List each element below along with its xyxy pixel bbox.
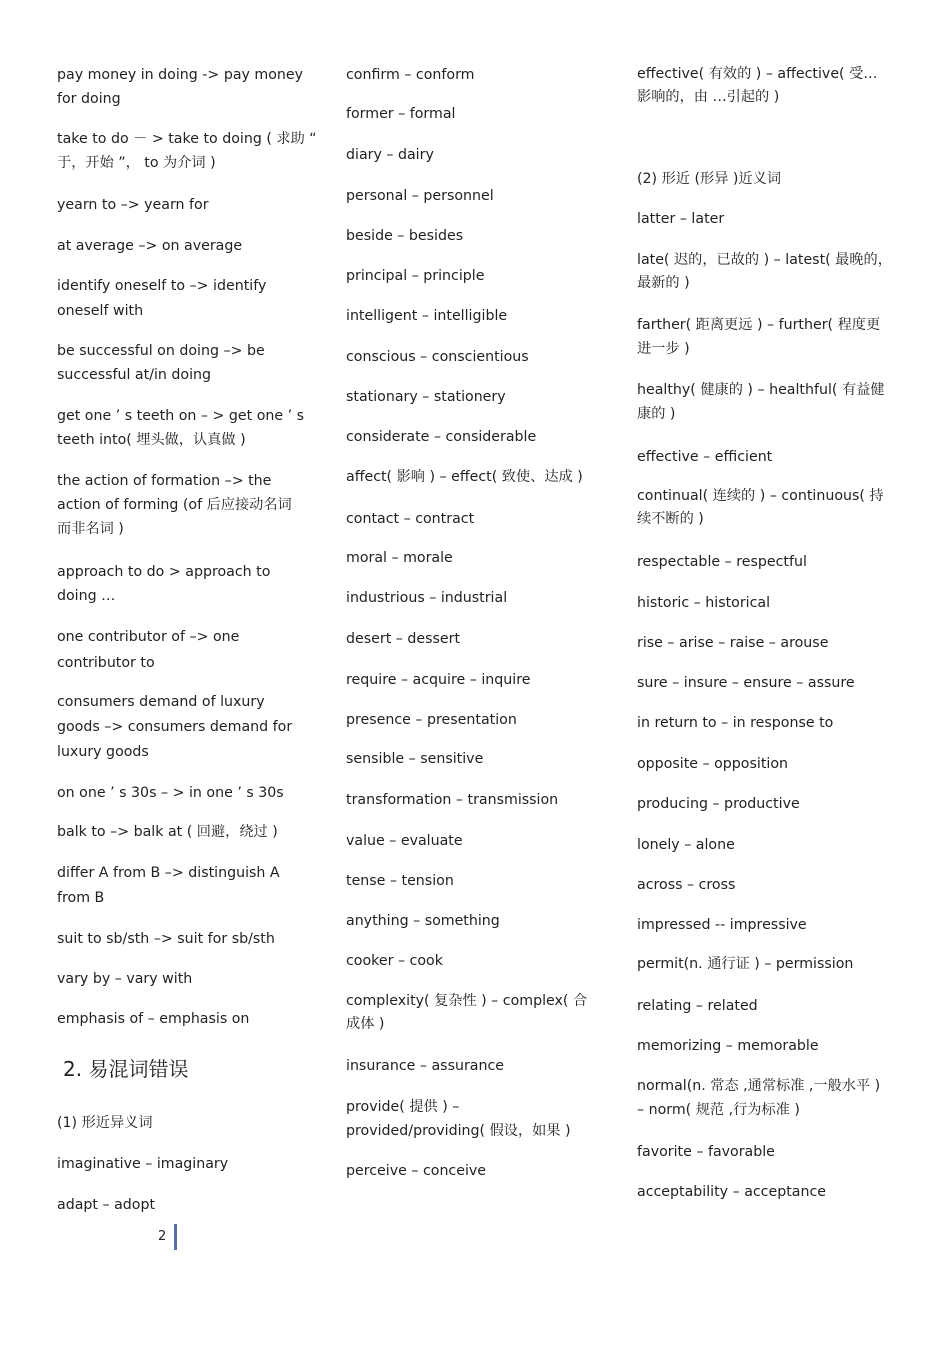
text-line: imaginative – imaginary [57,1156,229,1172]
text-line: intelligent – intelligible [346,308,508,324]
text-line: effective( 有效的 ) – affective( 受… [637,66,878,82]
text-line: perceive – conceive [346,1163,487,1179]
page-number: 2 [158,1229,167,1244]
text-line: action of forming (of 后应接动名词 [57,497,292,513]
text-line: presence – presentation [346,712,517,728]
text-line: opposite – opposition [637,756,788,772]
text-line: confirm – conform [346,67,475,83]
text-line: consumers demand of luxury [57,694,265,710]
text-line: acceptability – acceptance [637,1184,826,1200]
text-line: favorite – favorable [637,1144,775,1160]
text-line: 于，开始 ”， to 为介词 ) [57,155,216,171]
text-line: insurance – assurance [346,1058,504,1074]
text-line: emphasis of – emphasis on [57,1011,250,1027]
text-line: 进一步 ) [637,341,690,357]
text-line: moral – morale [346,550,453,566]
text-line: for doing [57,91,121,107]
text-line: oneself with [57,303,144,319]
text-line: diary – dairy [346,147,434,163]
text-line: anything – something [346,913,500,929]
text-line: balk to –> balk at ( 回避，绕过 ) [57,824,278,840]
text-line: healthy( 健康的 ) – healthful( 有益健 [637,382,885,398]
text-line: goods –> consumers demand for [57,719,293,735]
text-line: one contributor of –> one [57,629,240,645]
text-line: memorizing – memorable [637,1038,819,1054]
text-line: considerate – considerable [346,429,537,445]
text-line: desert – dessert [346,631,461,647]
text-line: get one ’ s teeth on – > get one ’ s [57,408,305,424]
text-line: be successful on doing –> be [57,343,265,359]
text-line: approach to do > approach to [57,564,271,580]
text-line: sure – insure – ensure – assure [637,675,855,691]
text-line: require – acquire – inquire [346,672,531,688]
text-line: differ A from B –> distinguish A [57,865,280,881]
text-line: continual( 连续的 ) – continuous( 持 [637,488,884,504]
text-line: latter – later [637,211,725,227]
section-heading: 2. 易混词错误 [63,1057,189,1081]
text-line: contributor to [57,655,155,671]
text-line: provided/providing( 假设，如果 ) [346,1123,571,1139]
text-line: farther( 距离更远 ) – further( 程度更 [637,317,881,333]
text-line: pay money in doing -> pay money [57,67,304,83]
text-line: from B [57,890,105,906]
text-line: teeth into( 埋头做，认真做 ) [57,432,246,448]
text-line: luxury goods [57,744,149,760]
subsection-heading: (1) 形近异义词 [57,1115,153,1131]
text-line: conscious – conscientious [346,349,529,365]
text-line: complexity( 复杂性 ) – complex( 合 [346,993,588,1009]
text-line: sensible – sensitive [346,751,484,767]
text-line: 影响的，由 …引起的 ) [637,89,780,105]
text-line: across – cross [637,877,736,893]
text-line: lonely – alone [637,837,735,853]
text-line: yearn to –> yearn for [57,197,209,213]
text-line: normal(n. 常态 ,通常标准 ,一般水平 ) [637,1078,881,1094]
text-line: tense – tension [346,873,454,889]
text-line: producing – productive [637,796,800,812]
text-line: in return to – in response to [637,715,834,731]
text-line: 康的 ) [637,406,676,422]
text-line: adapt – adopt [57,1197,156,1213]
text-line: 续不断的 ) [637,511,704,527]
text-line: historic – historical [637,595,771,611]
text-line: industrious – industrial [346,590,508,606]
text-line: provide( 提供 ) – [346,1099,460,1115]
text-line: 而非名词 ) [57,521,124,537]
text-line: value – evaluate [346,833,463,849]
text-line: – norm( 规范 ,行为标准 ) [637,1102,800,1118]
text-line: respectable – respectful [637,554,807,570]
text-line: rise – arise – raise – arouse [637,635,829,651]
text-line: on one ’ s 30s – > in one ’ s 30s [57,785,284,801]
text-line: suit to sb/sth –> suit for sb/sth [57,931,275,947]
text-line: stationary – stationery [346,389,506,405]
text-line: take to do － > take to doing ( 求助 “ [57,131,317,147]
text-line: principal – principle [346,268,485,284]
text-line: impressed -- impressive [637,917,807,933]
text-line: contact – contract [346,511,475,527]
text-line: effective – efficient [637,449,773,465]
text-line: 成体 ) [346,1016,385,1032]
text-line: successful at/in doing [57,367,212,383]
text-line: identify oneself to –> identify [57,278,267,294]
subsection-heading: (2) 形近 (形异 )近义词 [637,171,782,187]
text-line: former – formal [346,106,456,122]
text-line: relating – related [637,998,758,1014]
text-line: cooker – cook [346,953,443,969]
page-number-bar [174,1224,177,1250]
text-line: transformation – transmission [346,792,559,808]
text-line: beside – besides [346,228,464,244]
text-line: 最新的 ) [637,275,690,291]
text-line: the action of formation –> the [57,473,272,489]
text-line: at average –> on average [57,238,243,254]
text-line: permit(n. 通行证 ) – permission [637,956,854,972]
text-line: late( 迟的，已故的 ) – latest( 最晚的， [637,252,892,268]
text-line: doing … [57,588,116,604]
text-line: vary by – vary with [57,971,193,987]
text-line: affect( 影响 ) – effect( 致使、达成 ) [346,469,583,485]
text-line: personal – personnel [346,188,494,204]
